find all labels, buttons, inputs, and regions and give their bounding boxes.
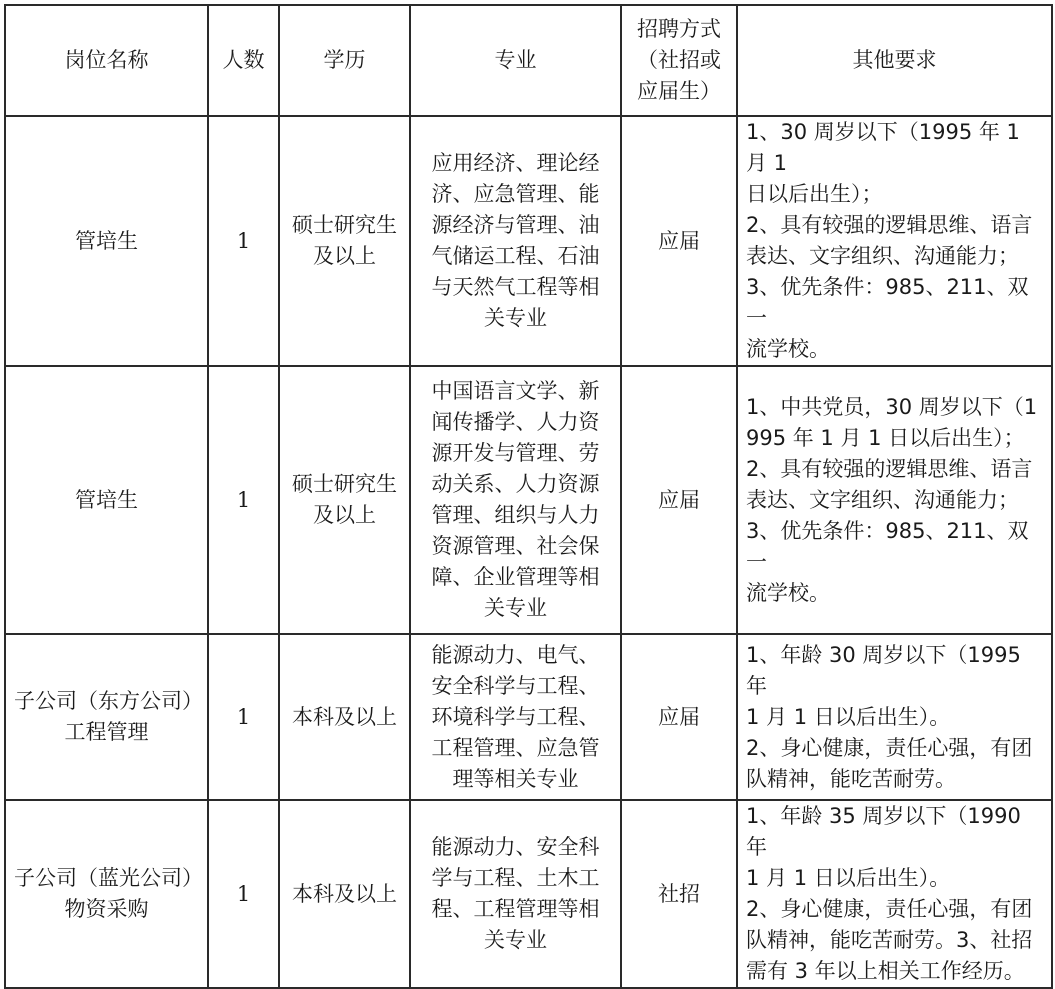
cell-recruit-method: 应届: [621, 116, 737, 366]
requirement-line: 队精神，能吃苦耐劳。3、社招: [746, 928, 1033, 952]
position-line: 子公司（蓝光公司）: [14, 866, 203, 890]
requirement-line: 995 年 1 月 1 日以后出生）；: [746, 425, 1025, 450]
major-line: 关专业: [484, 928, 547, 952]
education-line: 硕士研究生: [292, 213, 397, 237]
cell-count: 1: [208, 116, 279, 366]
cell-count: 1: [208, 366, 279, 634]
cell-education: [279, 634, 410, 800]
major-line: 理等相关专业: [452, 766, 579, 791]
cell-major: [410, 366, 621, 634]
major-line: 工程管理、应急管: [431, 735, 600, 760]
major-line: 中国语言文学、新: [431, 379, 600, 403]
header-position: 岗位名称: [5, 5, 208, 116]
major-line: 动关系、人力资源: [431, 472, 600, 496]
education-line: 及以上: [313, 244, 376, 268]
recruitment-table: [4, 4, 1053, 989]
cell-position: [5, 366, 208, 634]
cell-recruit-method: 应届: [621, 634, 737, 800]
requirement-line: 表达、文字组织、沟通能力；: [746, 244, 1019, 268]
header-recruit-method: [621, 5, 737, 116]
education-line: 本科及以上: [292, 704, 397, 729]
requirement-line: 2、具有较强的逻辑思维、语言: [746, 213, 1033, 237]
requirement-line: 1、年龄 30 周岁以下（1995 年: [746, 642, 1021, 698]
education-line: 硕士研究生: [292, 472, 397, 496]
major-line: 与天然气工程等相: [431, 275, 600, 299]
table-row: [5, 634, 1052, 800]
major-line: 源经济与管理、油: [431, 213, 600, 237]
cell-count: 1: [208, 634, 279, 800]
cell-requirements: [737, 366, 1052, 634]
position-line: 管培生: [75, 228, 138, 253]
table-header-row: [5, 5, 1052, 116]
cell-requirements: [737, 634, 1052, 800]
cell-recruit-method: 应届: [621, 366, 737, 634]
cell-education: [279, 366, 410, 634]
requirement-line: 2、身心健康，责任心强，有团: [746, 735, 1033, 760]
requirement-line: 1 月 1 日以后出生）。: [746, 866, 951, 890]
cell-position: [5, 634, 208, 800]
requirement-line: 表达、文字组织、沟通能力；: [746, 487, 1019, 512]
requirement-line: 队精神，能吃苦耐劳。: [746, 766, 956, 791]
requirement-line: 需有 3 年以上相关工作经历。: [746, 959, 1025, 983]
header-requirements: 其他要求: [737, 5, 1052, 116]
major-line: 闻传播学、人力资: [431, 410, 600, 434]
major-line: 关专业: [484, 596, 547, 620]
major-line: 济、应急管理、能: [431, 182, 600, 206]
requirement-line: 2、具有较强的逻辑思维、语言: [746, 456, 1033, 481]
requirement-line: 流学校。: [746, 580, 830, 605]
cell-requirements: [737, 800, 1052, 988]
major-line: 安全科学与工程、: [431, 673, 600, 698]
cell-position: [5, 116, 208, 366]
requirement-line: 3、优先条件：985、211、双一: [746, 518, 1029, 574]
position-line: 管培生: [75, 487, 138, 512]
requirement-line: 1、30 周岁以下（1995 年 1 月 1: [746, 120, 1020, 175]
requirement-line: 1、年龄 35 周岁以下（1990 年: [746, 804, 1021, 859]
header-count: 人数: [208, 5, 279, 116]
header-education: 学历: [279, 5, 410, 116]
header-major: 专业: [410, 5, 621, 116]
header-recruit-line: 应届生）: [637, 79, 721, 103]
header-recruit-line: （社招或: [637, 48, 721, 72]
major-line: 关专业: [484, 306, 547, 330]
table-row: [5, 116, 1052, 366]
cell-recruit-method: 社招: [621, 800, 737, 988]
position-line: 工程管理: [64, 720, 149, 744]
education-line: 本科及以上: [292, 881, 397, 906]
cell-major: [410, 800, 621, 988]
major-line: 程、工程管理等相: [431, 897, 600, 921]
education-line: 及以上: [313, 503, 376, 527]
requirement-line: 日以后出生）；: [746, 182, 883, 206]
position-line: 物资采购: [64, 897, 149, 921]
major-line: 能源动力、安全科: [431, 835, 600, 859]
requirement-line: 3、优先条件：985、211、双一: [746, 275, 1029, 330]
cell-requirements: [737, 116, 1052, 366]
major-line: 资源管理、社会保: [431, 534, 600, 558]
cell-education: [279, 800, 410, 988]
table-row: [5, 366, 1052, 634]
requirement-line: 1 月 1 日以后出生）。: [746, 704, 951, 729]
requirement-line: 1、中共党员，30 周岁以下（1: [746, 394, 1038, 419]
major-line: 环境科学与工程、: [431, 704, 600, 729]
cell-major: [410, 116, 621, 366]
major-line: 应用经济、理论经: [431, 151, 600, 175]
major-line: 能源动力、电气、: [431, 642, 600, 667]
major-line: 源开发与管理、劳: [431, 441, 600, 465]
cell-position: [5, 800, 208, 988]
header-recruit-line: 招聘方式: [637, 17, 721, 41]
cell-count: 1: [208, 800, 279, 988]
requirement-line: 2、身心健康，责任心强，有团: [746, 897, 1033, 921]
position-line: 子公司（东方公司）: [14, 689, 203, 713]
major-line: 管理、组织与人力: [431, 503, 600, 527]
major-line: 气储运工程、石油: [431, 244, 600, 268]
requirement-line: 流学校。: [746, 337, 830, 361]
cell-education: [279, 116, 410, 366]
table-row: [5, 800, 1052, 988]
major-line: 障、企业管理等相: [431, 565, 600, 589]
major-line: 学与工程、土木工: [431, 866, 600, 890]
cell-major: [410, 634, 621, 800]
